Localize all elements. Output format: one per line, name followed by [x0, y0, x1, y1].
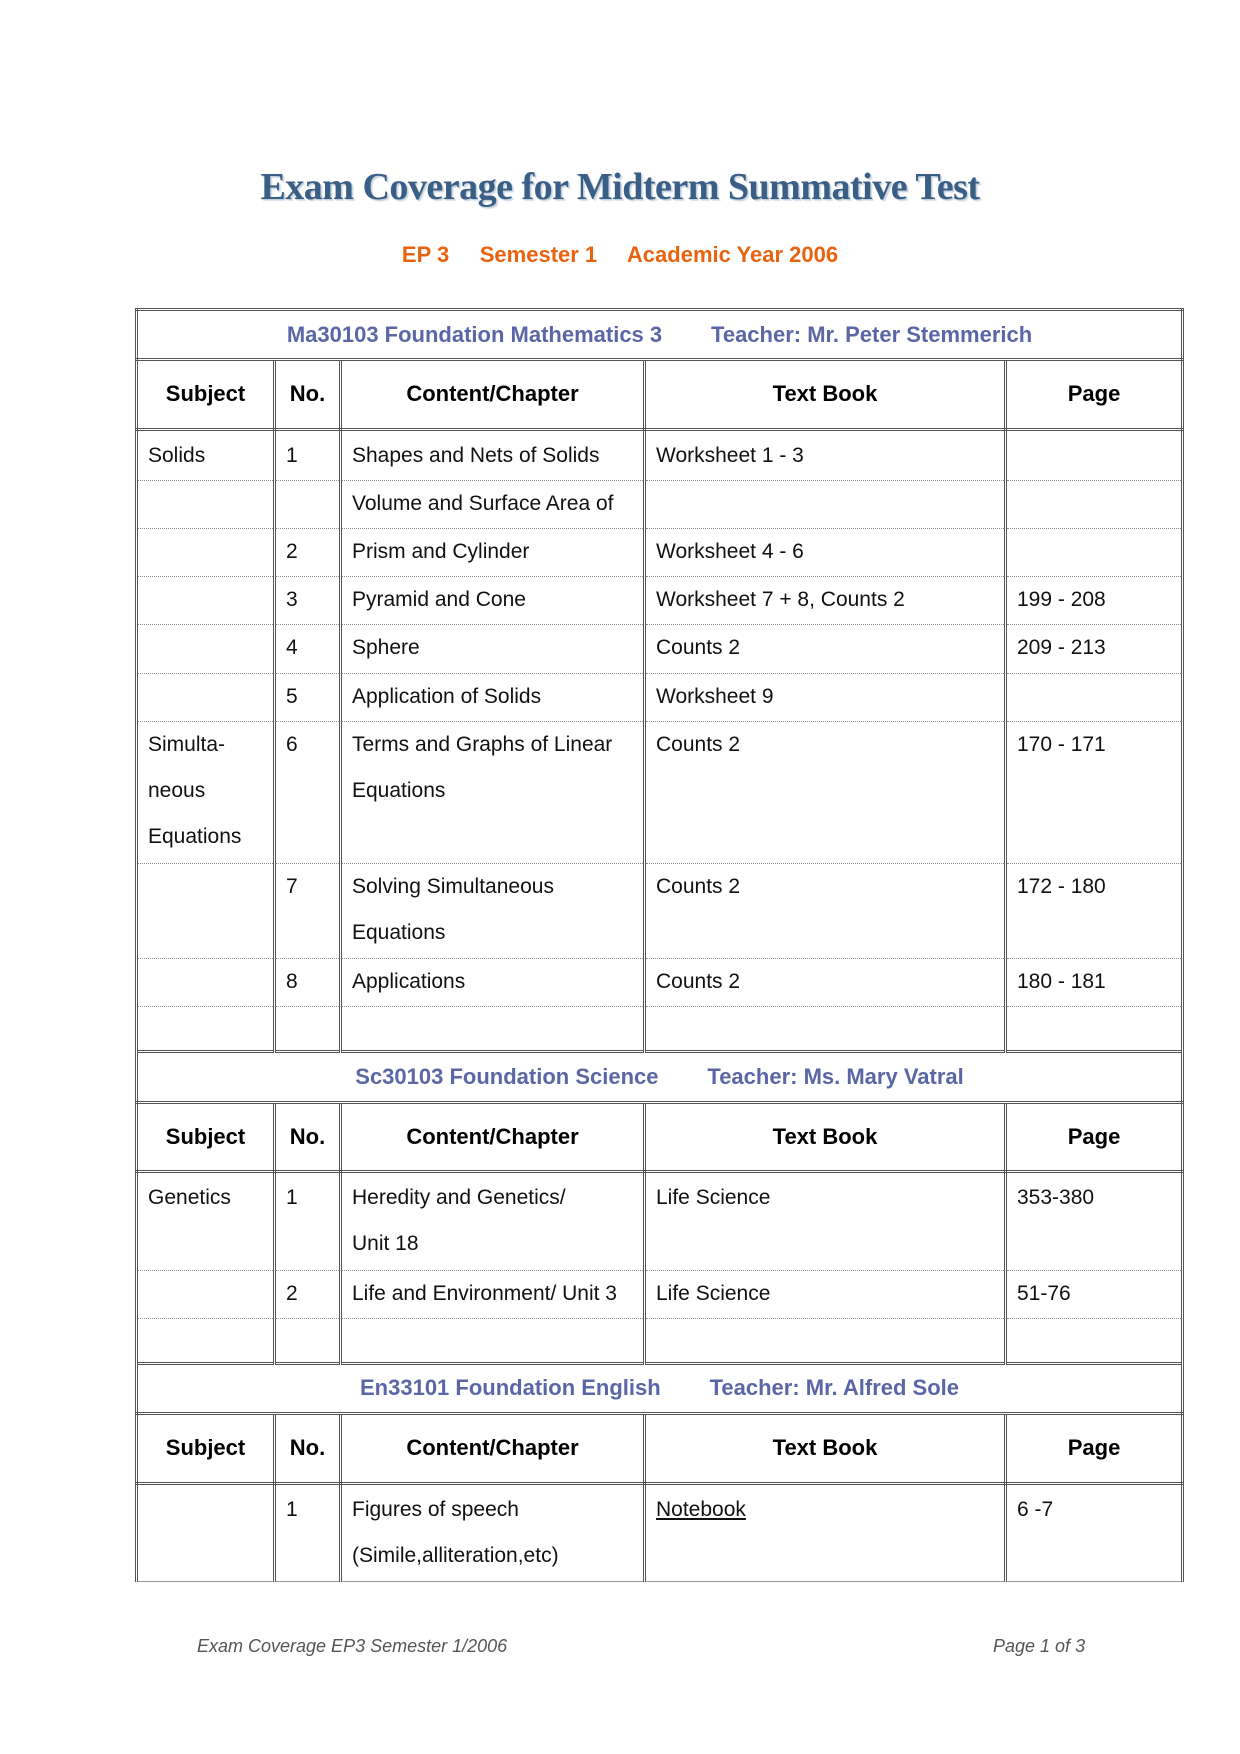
- table-row: [137, 529, 1183, 577]
- textbook-cell: Worksheet 9: [645, 673, 1006, 721]
- table-row: [137, 577, 1183, 625]
- course-header-row: [137, 1363, 1183, 1413]
- page-cell: [1006, 1007, 1183, 1052]
- subject-cell: [137, 721, 275, 863]
- footer-page-number: Page 1 of 3: [993, 1636, 1086, 1656]
- content-cell: [341, 863, 645, 958]
- subject-cell: [137, 577, 275, 625]
- table-row: [137, 721, 1183, 863]
- table-row: [137, 673, 1183, 721]
- column-header-subject: Subject: [137, 360, 275, 430]
- course-header-row: [137, 310, 1183, 360]
- textbook-cell: Worksheet 1 - 3: [645, 429, 1006, 480]
- number-cell: 4: [275, 625, 341, 673]
- cell-line: Heredity and Genetics/: [352, 1186, 566, 1210]
- table-row: [137, 429, 1183, 480]
- subject-cell: [137, 481, 275, 529]
- textbook-cell: Life Science: [645, 1172, 1006, 1270]
- document-title: Exam Coverage for Midterm Summative Test: [260, 166, 980, 208]
- cell-line: Unit 18: [352, 1232, 419, 1256]
- column-header-page: Page: [1006, 1413, 1183, 1483]
- subject-cell: [137, 959, 275, 1007]
- cell-line: Terms and Graphs of Linear: [352, 732, 613, 756]
- subject-cell: Solids: [137, 429, 275, 480]
- number-cell: [275, 1007, 341, 1052]
- number-cell: 3: [275, 577, 341, 625]
- column-header-textbook: Text Book: [645, 360, 1006, 430]
- number-cell: 8: [275, 959, 341, 1007]
- number-cell: 2: [275, 1270, 341, 1318]
- table-row: [137, 1172, 1183, 1270]
- column-header-page: Page: [1006, 360, 1183, 430]
- table-row: [137, 1318, 1183, 1363]
- textbook-cell: Life Science: [645, 1270, 1006, 1318]
- course-header: Sc30103 Foundation Science Teacher: Ms. Mary Vatral: [137, 1052, 1183, 1102]
- content-cell: Prism and Cylinder: [341, 529, 645, 577]
- table-row: [137, 959, 1183, 1007]
- table-row: [137, 863, 1183, 958]
- subject-cell: [137, 863, 275, 958]
- cell-line: Equations: [148, 824, 242, 848]
- number-cell: 7: [275, 863, 341, 958]
- content-cell: Volume and Surface Area of: [341, 481, 645, 529]
- content-cell: [341, 1318, 645, 1363]
- column-header-row: [137, 1102, 1183, 1172]
- number-cell: [275, 1318, 341, 1363]
- number-cell: 1: [275, 1483, 341, 1581]
- subject-cell: [137, 529, 275, 577]
- page-cell: 209 - 213: [1006, 625, 1183, 673]
- textbook-cell: Counts 2: [645, 959, 1006, 1007]
- table-body: [137, 310, 1183, 1582]
- number-cell: 1: [275, 1172, 341, 1270]
- content-cell: Shapes and Nets of Solids: [341, 429, 645, 480]
- textbook-cell: Counts 2: [645, 721, 1006, 863]
- page-cell: 6 -7: [1006, 1483, 1183, 1581]
- page-cell: 199 - 208: [1006, 577, 1183, 625]
- course-header-row: [137, 1052, 1183, 1102]
- table-row: [137, 625, 1183, 673]
- subject-cell: [137, 673, 275, 721]
- column-header-row: [137, 1413, 1183, 1483]
- table-row: [137, 481, 1183, 529]
- cell-line: Figures of speech: [352, 1497, 519, 1521]
- page-cell: 51-76: [1006, 1270, 1183, 1318]
- table-row: [137, 1483, 1183, 1581]
- page-cell: [1006, 673, 1183, 721]
- column-header-subject: Subject: [137, 1102, 275, 1172]
- course-header: En33101 Foundation English Teacher: Mr. Alfred Sole: [137, 1363, 1183, 1413]
- course-header: Ma30103 Foundation Mathematics 3 Teacher: Mr. Peter Stemmerich: [137, 310, 1183, 360]
- column-header-content: Content/Chapter: [341, 1413, 645, 1483]
- cell-line: (Simile,alliteration,etc): [352, 1543, 559, 1567]
- column-header-content: Content/Chapter: [341, 360, 645, 430]
- page-cell: [1006, 481, 1183, 529]
- column-header-row: [137, 360, 1183, 430]
- cell-line: Equations: [352, 778, 446, 802]
- content-cell: Applications: [341, 959, 645, 1007]
- page-cell: [1006, 1318, 1183, 1363]
- subject-cell: [137, 1318, 275, 1363]
- textbook-cell: Counts 2: [645, 625, 1006, 673]
- number-cell: 5: [275, 673, 341, 721]
- column-header-no: No.: [275, 1102, 341, 1172]
- content-cell: [341, 721, 645, 863]
- content-cell: Application of Solids: [341, 673, 645, 721]
- page-cell: [1006, 429, 1183, 480]
- content-cell: [341, 1007, 645, 1052]
- textbook-cell: [645, 1007, 1006, 1052]
- cell-line: Simulta-: [148, 732, 226, 756]
- column-header-no: No.: [275, 1413, 341, 1483]
- content-cell: Sphere: [341, 625, 645, 673]
- number-cell: 1: [275, 429, 341, 480]
- textbook-cell: [645, 481, 1006, 529]
- subject-cell: Genetics: [137, 1172, 275, 1270]
- page-cell: 180 - 181: [1006, 959, 1183, 1007]
- subject-cell: [137, 625, 275, 673]
- page-cell: 353-380: [1006, 1172, 1183, 1270]
- content-cell: [341, 1172, 645, 1270]
- page-cell: 170 - 171: [1006, 721, 1183, 863]
- number-cell: 6: [275, 721, 341, 863]
- column-header-textbook: Text Book: [645, 1413, 1006, 1483]
- notebook-link[interactable]: Notebook: [656, 1497, 746, 1521]
- number-cell: [275, 481, 341, 529]
- column-header-page: Page: [1006, 1102, 1183, 1172]
- cell-line: neous: [148, 778, 206, 802]
- textbook-cell: [645, 1318, 1006, 1363]
- content-cell: [341, 1483, 645, 1581]
- textbook-cell: Worksheet 4 - 6: [645, 529, 1006, 577]
- column-header-textbook: Text Book: [645, 1102, 1006, 1172]
- subject-cell: [137, 1007, 275, 1052]
- table-row: [137, 1270, 1183, 1318]
- footer-document-label: Exam Coverage EP3 Semester 1/2006: [197, 1636, 508, 1656]
- exam-coverage-table: [135, 308, 1184, 1582]
- subject-cell: [137, 1483, 275, 1581]
- textbook-cell: Counts 2: [645, 863, 1006, 958]
- content-cell: Life and Environment/ Unit 3: [341, 1270, 645, 1318]
- cell-line: Solving Simultaneous: [352, 874, 554, 898]
- textbook-cell: Worksheet 7 + 8, Counts 2: [645, 577, 1006, 625]
- content-cell: Pyramid and Cone: [341, 577, 645, 625]
- textbook-cell: [645, 1483, 1006, 1581]
- page-cell: [1006, 529, 1183, 577]
- page-cell: 172 - 180: [1006, 863, 1183, 958]
- number-cell: 2: [275, 529, 341, 577]
- subject-cell: [137, 1270, 275, 1318]
- cell-line: Equations: [352, 920, 446, 944]
- column-header-subject: Subject: [137, 1413, 275, 1483]
- table-row: [137, 1007, 1183, 1052]
- document-subtitle: EP 3 Semester 1 Academic Year 2006: [401, 242, 839, 267]
- column-header-no: No.: [275, 360, 341, 430]
- column-header-content: Content/Chapter: [341, 1102, 645, 1172]
